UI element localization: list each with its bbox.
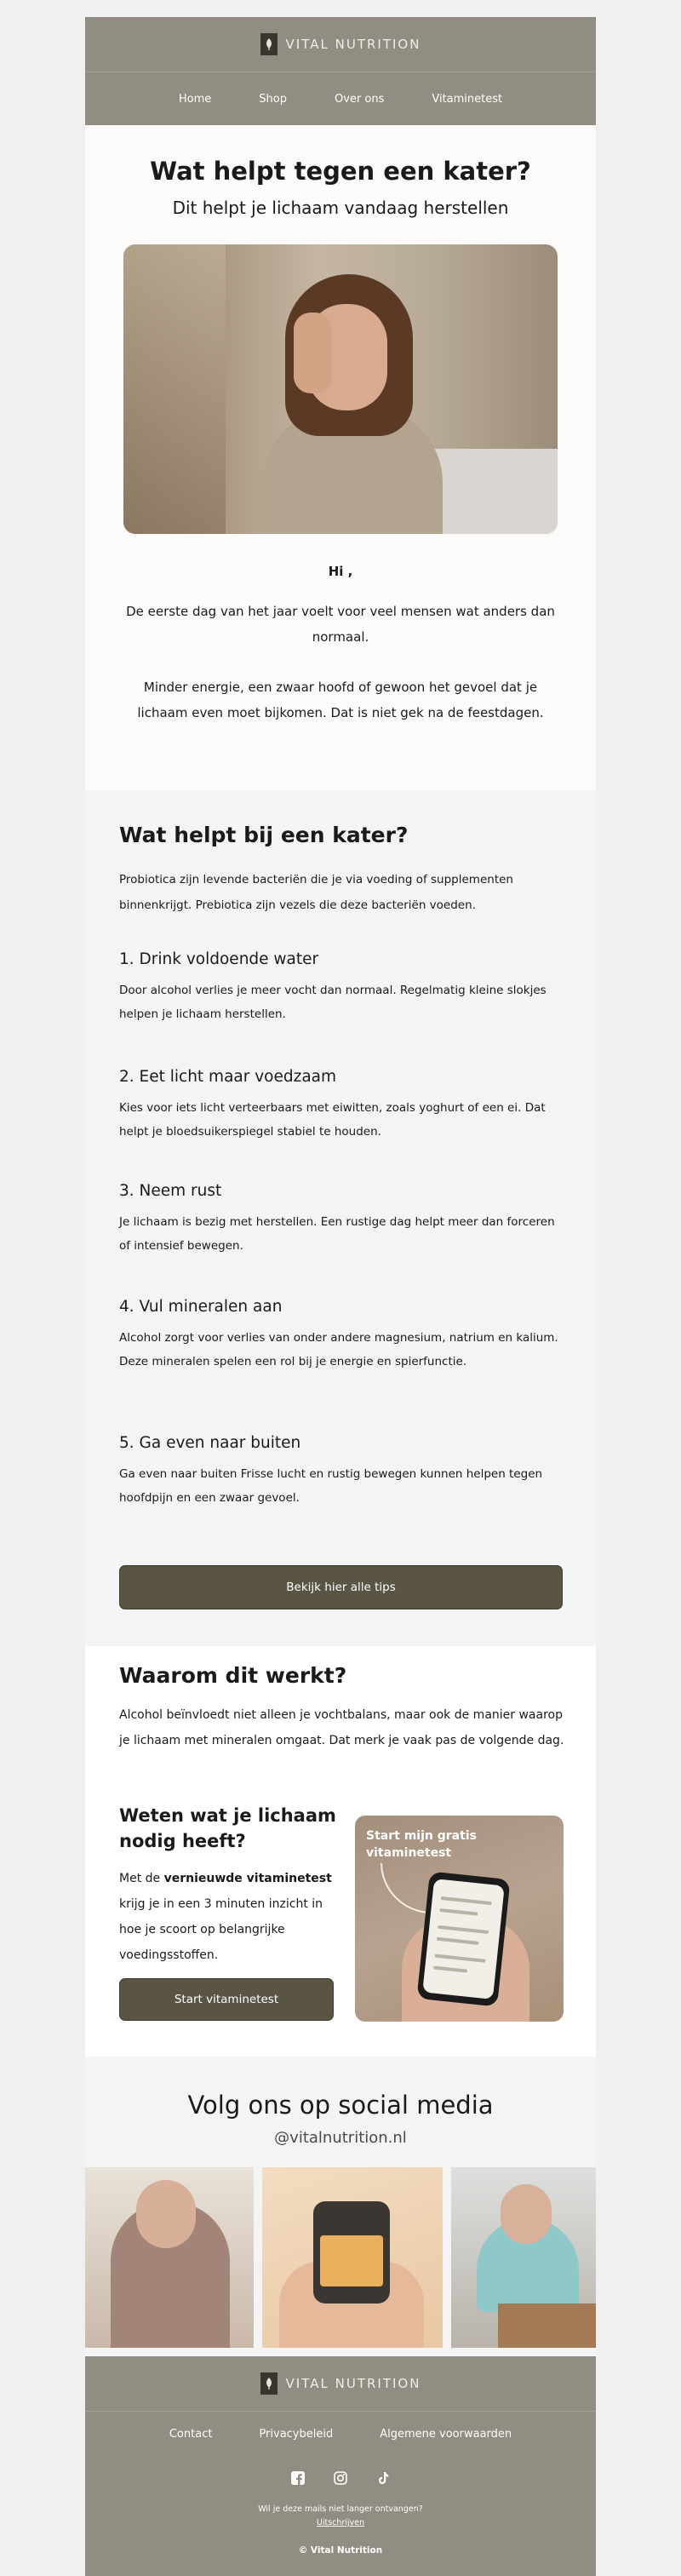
tiktok-icon[interactable] — [374, 2469, 392, 2487]
nav-home[interactable]: Home — [178, 92, 212, 106]
unsubscribe-link[interactable]: Uitschrijven — [316, 2518, 365, 2527]
unsubscribe-text: Wil je deze mails niet langer ontvangen? — [258, 2504, 423, 2514]
footer — [85, 2356, 596, 2576]
brand-name: VITAL NUTRITION — [285, 37, 421, 52]
tip-title: 4. Vul mineralen aan — [119, 1298, 283, 1316]
unsubscribe-block — [85, 2503, 596, 2530]
leaf-logo-icon — [260, 2372, 278, 2395]
tip-title: 5. Ga even naar buiten — [119, 1434, 301, 1452]
leaf-logo-icon — [260, 33, 278, 55]
email-container — [85, 17, 596, 2576]
social-section — [85, 2057, 596, 2356]
social-icons — [85, 2469, 596, 2487]
why-title: Waarom dit werkt? — [119, 1663, 347, 1688]
social-photo[interactable] — [262, 2167, 443, 2348]
footer-brand-name: VITAL NUTRITION — [285, 2376, 421, 2391]
tip-text: Je lichaam is bezig met herstellen. Een rustige dag helpt meer dan forceren of intensief bewegen. — [119, 1215, 555, 1253]
footer-logo[interactable] — [85, 2356, 596, 2412]
social-handle[interactable]: @vitalnutrition.nl — [274, 2129, 407, 2147]
vitaminetest-text — [119, 1866, 345, 1968]
hero-image — [123, 244, 558, 534]
logo[interactable] — [85, 17, 596, 72]
start-vitaminetest-button[interactable]: Start vitaminetest — [119, 1978, 334, 2021]
greeting: Hi , — [328, 564, 353, 579]
vitaminetest-text-pre: Met de — [119, 1872, 164, 1885]
header — [85, 17, 596, 125]
phone-icon — [416, 1871, 510, 2006]
nav-vitaminetest[interactable]: Vitaminetest — [432, 92, 503, 106]
nav-over-ons[interactable]: Over ons — [334, 92, 385, 106]
tips-section — [85, 790, 596, 1646]
why-text: Alcohol beïnvloedt niet alleen je vochtbalans, maar ook de manier waarop je lichaam met mineralen omgaat. Dat merk je vaak pas de volgende dag. — [119, 1708, 564, 1747]
hero-title: Wat helpt tegen een kater? — [150, 157, 531, 186]
tip-text: Ga even naar buiten Frisse lucht en rustig bewegen kunnen helpen tegen hoofdpijn en een zwaar gevoel. — [119, 1467, 543, 1505]
tip-title: 2. Eet licht maar voedzaam — [119, 1068, 337, 1086]
main-nav — [85, 72, 596, 125]
hero-paragraph-2: Minder energie, een zwaar hoofd of gewoon het gevoel dat je lichaam even moet bijkomen. Dat is niet gek na de feestdagen. — [137, 680, 544, 720]
footer-nav — [85, 2428, 596, 2441]
facebook-icon[interactable] — [289, 2469, 307, 2487]
hero-subtitle: Dit helpt je lichaam vandaag herstellen — [172, 198, 509, 218]
copyright: © Vital Nutrition — [298, 2545, 383, 2556]
tip-item — [119, 1434, 566, 1510]
tip-item — [119, 1298, 566, 1374]
tip-text: Kies voor iets licht verteerbaars met eiwitten, zoals yoghurt of een ei. Dat helpt je bloedsuikerspiegel stabiel te houden. — [119, 1101, 546, 1139]
vitaminetest-card-title: Start mijn gratis vitaminetest — [366, 1829, 477, 1860]
why-section — [85, 1646, 596, 2057]
social-photo[interactable] — [85, 2167, 254, 2348]
footer-link-terms[interactable]: Algemene voorwaarden — [380, 2428, 512, 2441]
tip-text: Door alcohol verlies je meer vocht dan normaal. Regelmatig kleine slokjes helpen je lichaam herstellen. — [119, 984, 547, 1021]
tip-text: Alcohol zorgt voor verlies van onder andere magnesium, natrium en kalium. Deze mineralen spelen een rol bij je energie en spierfunctie. — [119, 1331, 558, 1368]
social-title: Volg ons op social media — [187, 2091, 494, 2120]
arrow-icon — [381, 1862, 432, 1913]
tip-title: 1. Drink voldoende water — [119, 950, 319, 968]
nav-shop[interactable]: Shop — [259, 92, 287, 106]
instagram-icon[interactable] — [331, 2469, 350, 2487]
tip-item — [119, 1068, 566, 1144]
footer-link-contact[interactable]: Contact — [169, 2428, 213, 2441]
vitaminetest-card[interactable] — [355, 1816, 564, 2022]
hero-paragraph-1: De eerste dag van het jaar voelt voor veel mensen wat anders dan normaal. — [126, 604, 555, 645]
social-photo[interactable] — [451, 2167, 596, 2348]
footer-link-privacy[interactable]: Privacybeleid — [259, 2428, 334, 2441]
tips-intro: Probiotica zijn levende bacteriën die je via voeding of supplementen binnenkrijgt. Prebiotica zijn vezels die deze bacteriën voeden. — [119, 873, 513, 912]
all-tips-button[interactable]: Bekijk hier alle tips — [119, 1565, 563, 1609]
vitaminetest-text-bold: vernieuwde vitaminetest — [163, 1872, 332, 1885]
tips-title: Wat helpt bij een kater? — [119, 823, 409, 847]
tip-title: 3. Neem rust — [119, 1182, 222, 1200]
hero-section — [85, 125, 596, 790]
tip-item — [119, 950, 566, 1026]
tip-item — [119, 1182, 566, 1258]
vitaminetest-text-post: krijg je in een 3 minuten inzicht in hoe je scoort op belangrijke voedingsstoffen. — [119, 1897, 323, 1962]
vitaminetest-title: Weten wat je lichaam nodig heeft? — [119, 1805, 336, 1851]
